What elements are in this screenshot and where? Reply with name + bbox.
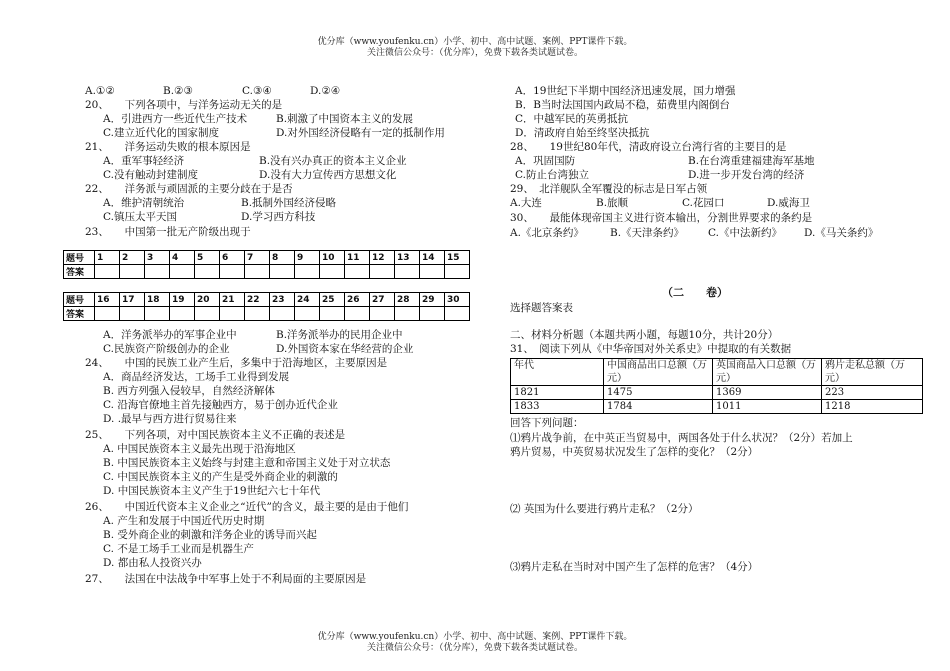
trade-cell: 223 — [822, 386, 923, 400]
grid-number-cell: 22 — [245, 293, 270, 307]
q31-stem: 31、 阅读下列从《中华帝国对外关系史》中提取的有关数据 — [510, 343, 792, 355]
grid-number-cell: 29 — [420, 293, 445, 307]
trade-row — [511, 386, 923, 400]
grid-answer-cell[interactable] — [370, 307, 395, 321]
grid-answer-cell[interactable] — [445, 265, 470, 279]
q28-option-d: D.进一步开发台湾的经济 — [688, 169, 805, 181]
q22-option-d: D.学习西方科技 — [241, 211, 316, 223]
q29-stem: 29、 北洋舰队全军覆没的标志是日军占领 — [510, 183, 708, 195]
grid-number-cell: 1 — [95, 251, 120, 265]
grid-number-cell: 19 — [170, 293, 195, 307]
answer-grid — [63, 250, 470, 321]
q28-option-b: B.在台湾重建福建海军基地 — [688, 155, 815, 167]
trade-cell: 1011 — [713, 400, 822, 414]
q22-option-c: C.镇压太平天国 — [103, 211, 177, 223]
grid-number-cell: 12 — [370, 251, 395, 265]
grid-label-number: 题号 — [64, 251, 95, 265]
grid-answer-cell[interactable] — [395, 307, 420, 321]
q19-option-b: B.②③ — [163, 85, 193, 97]
grid-number-cell: 23 — [270, 293, 295, 307]
q21-option-b: B.没有兴办真正的资本主义企业 — [259, 155, 407, 167]
grid-answer-row-2 — [64, 307, 470, 321]
trade-header-cell: 英国商品入口总额（万元） — [713, 359, 822, 386]
q25-option-c: C. 中国民族资本主义的产生是受外商企业的刺激的 — [103, 471, 338, 483]
grid-answer-cell[interactable] — [395, 265, 420, 279]
answer-sheet-label: 选择题答案表 — [510, 302, 573, 314]
grid-number-row-2 — [64, 293, 470, 307]
q30-option-d: D.《马关条约》 — [804, 227, 879, 239]
q27-option-c: C．中越军民的英勇抵抗 — [515, 113, 629, 125]
trade-header-row — [511, 359, 923, 386]
q29-option-c: C.花园口 — [682, 197, 725, 209]
grid-number-cell: 3 — [145, 251, 170, 265]
grid-spacer — [64, 279, 470, 293]
grid-answer-cell[interactable] — [220, 307, 245, 321]
trade-cell: 1821 — [511, 386, 604, 400]
q20-option-c: C.建立近代化的国家制度 — [103, 127, 219, 139]
grid-label-answer: 答案 — [64, 307, 95, 321]
q26-stem: 26、 中国近代资本主义企业之“近代”的含义，最主要的是由于他们 — [85, 501, 409, 513]
q26-option-d: D. 都由私人投资兴办 — [103, 557, 202, 569]
grid-number-cell: 26 — [345, 293, 370, 307]
grid-answer-cell[interactable] — [370, 265, 395, 279]
grid-answer-cell[interactable] — [95, 307, 120, 321]
q27-option-b: B．B当时法国国内政局不稳，茹费里内阁倒台 — [515, 99, 730, 111]
trade-cell: 1784 — [604, 400, 713, 414]
grid-label-number: 题号 — [64, 293, 95, 307]
q20-option-d: D.对外国经济侵略有一定的抵制作用 — [276, 127, 445, 139]
q22-option-a: A．维护清朝统治 — [103, 197, 185, 209]
q26-option-a: A. 产生和发展于中国近代历史时期 — [103, 515, 265, 527]
trade-header-cell: 中国商品出口总额（万元） — [604, 359, 713, 386]
grid-answer-cell[interactable] — [345, 265, 370, 279]
q23-option-a: A．洋务派举办的军事企业中 — [103, 329, 237, 341]
grid-number-cell: 20 — [195, 293, 220, 307]
grid-number-cell: 16 — [95, 293, 120, 307]
q22-stem: 22、 洋务派与顽固派的主要分歧在于是否 — [85, 183, 293, 195]
header-line-2: 关注微信公众号：（优分库），免费下载各类试题试卷。 — [366, 48, 583, 58]
grid-number-cell: 2 — [120, 251, 145, 265]
q19-option-d: D.②④ — [310, 85, 341, 97]
trade-table — [510, 358, 923, 414]
grid-answer-cell[interactable] — [145, 307, 170, 321]
grid-number-cell: 27 — [370, 293, 395, 307]
q30-option-a: A.《北京条约》 — [510, 227, 584, 239]
sub-question-3: ⑶鸦片走私在当时对中国产生了怎样的危害？（4分） — [510, 561, 759, 573]
trade-cell: 1475 — [604, 386, 713, 400]
grid-answer-cell[interactable] — [420, 265, 445, 279]
grid-number-cell: 21 — [220, 293, 245, 307]
section2-title: （二 卷） — [662, 286, 728, 299]
q28-option-a: A．巩固国防 — [515, 155, 576, 167]
grid-answer-cell[interactable] — [445, 307, 470, 321]
trade-row — [511, 400, 923, 414]
q25-stem: 25、 下列各项，对中国民族资本主义不正确的表述是 — [85, 429, 346, 441]
grid-number-cell: 7 — [245, 251, 270, 265]
q22-option-b: B.抵制外国经济侵略 — [241, 197, 337, 209]
q25-option-a: A. 中国民族资本主义最先出现于沿海地区 — [103, 443, 296, 455]
grid-number-cell: 4 — [170, 251, 195, 265]
grid-number-cell: 10 — [320, 251, 345, 265]
sub-question-1-line-2: 鸦片贸易，中英贸易状况发生了怎样的变化？（2分） — [510, 446, 759, 458]
grid-answer-cell[interactable] — [245, 265, 270, 279]
trade-cell: 1218 — [822, 400, 923, 414]
grid-number-cell: 28 — [395, 293, 420, 307]
q23-stem: 23、 中国第一批无产阶级出现于 — [85, 226, 251, 238]
grid-number-cell: 8 — [270, 251, 295, 265]
q25-option-b: B. 中国民族资本主义始终与封建主意和帝国主义处于对立状态 — [103, 457, 391, 469]
footer-line-1: 优分库（www.youfenku.cn）小学、初中、高中试题、案例、PPT课件下载。 — [317, 632, 633, 642]
q27-option-d: D．清政府自始至终坚决抵抗 — [515, 127, 650, 139]
q21-option-d: D.没有大力宣传西方思想文化 — [259, 169, 397, 181]
grid-answer-cell[interactable] — [95, 265, 120, 279]
q27-stem: 27、 法国在中法战争中军事上处于不利局面的主要原因是 — [85, 573, 367, 585]
q30-option-b: B.《天津条约》 — [610, 227, 685, 239]
grid-answer-cell[interactable] — [345, 307, 370, 321]
grid-answer-row-1 — [64, 265, 470, 279]
grid-number-row-1 — [64, 251, 470, 265]
q20-option-b: B.刺激了中国资本主义的发展 — [276, 113, 414, 125]
grid-answer-cell[interactable] — [145, 265, 170, 279]
q30-stem: 30、 最能体现帝国主义进行资本输出，分割世界要求的条约是 — [510, 212, 813, 224]
grid-answer-cell[interactable] — [220, 265, 245, 279]
grid-number-cell: 5 — [195, 251, 220, 265]
grid-answer-cell[interactable] — [270, 307, 295, 321]
q28-stem: 28、 19世纪80年代，清政府设立台湾行省的主要目的是 — [510, 141, 787, 153]
grid-answer-cell[interactable] — [295, 307, 320, 321]
grid-answer-cell[interactable] — [170, 265, 195, 279]
grid-answer-cell[interactable] — [195, 265, 220, 279]
grid-number-cell: 6 — [220, 251, 245, 265]
grid-answer-cell[interactable] — [295, 265, 320, 279]
trade-cell: 1833 — [511, 400, 604, 414]
answer-prompt: 回答下列问题： — [510, 417, 584, 429]
header-line-1: 优分库（www.youfenku.cn）小学、初中、高中试题、案例、PPT课件下载。 — [317, 37, 633, 47]
sub-question-2: ⑵ 英国为什么要进行鸦片走私？（2分） — [510, 503, 699, 515]
q29-option-d: D.威海卫 — [767, 197, 810, 209]
grid-answer-cell[interactable] — [170, 307, 195, 321]
q23-option-b: B.洋务派举办的民用企业中 — [276, 329, 403, 341]
q28-option-c: C.防止台湾独立 — [515, 169, 589, 181]
q24-stem: 24、 中国的民族工业产生后，多集中于沿海地区，主要原因是 — [85, 357, 388, 369]
q26-option-b: B. 受外商企业的刺激和洋务企业的诱导而兴起 — [103, 529, 317, 541]
q26-option-c: C. 不是工场手工业而是机器生产 — [103, 543, 254, 555]
q21-option-c: C.没有触动封建制度 — [103, 169, 198, 181]
q24-option-d: D. .最早与西方进行贸易往来 — [103, 413, 237, 425]
grid-number-cell: 30 — [445, 293, 470, 307]
q30-option-c: C.《中法新约》 — [708, 227, 782, 239]
q23-option-c: C.民族资产阶级创办的企业 — [103, 343, 230, 355]
grid-answer-cell[interactable] — [245, 307, 270, 321]
q23-option-d: D.外国资本家在华经营的企业 — [276, 343, 414, 355]
grid-answer-cell[interactable] — [120, 265, 145, 279]
q29-option-a: A.大连 — [510, 197, 542, 209]
grid-answer-cell[interactable] — [320, 307, 345, 321]
grid-answer-cell[interactable] — [270, 265, 295, 279]
grid-number-cell: 17 — [120, 293, 145, 307]
q24-option-a: A．商品经济发达，工场手工业得到发展 — [103, 371, 290, 383]
q24-option-c: C. 沿海官僚地主首先接触西方，易于创办近代企业 — [103, 399, 338, 411]
grid-number-cell: 15 — [445, 251, 470, 265]
q29-option-b: B.旅顺 — [596, 197, 629, 209]
q25-option-d: D. 中国民族资本主义产生于19世纪六七十年代 — [103, 485, 321, 497]
q27-option-a: A．19世纪下半期中国经济迅速发展，国力增强 — [515, 85, 736, 97]
q21-option-a: A．重军事轻经济 — [103, 155, 185, 167]
part2-title: 二、材料分析题（本题共两小题，每题10分，共计20分） — [510, 329, 779, 341]
grid-number-cell: 11 — [345, 251, 370, 265]
footer-line-2: 关注微信公众号：（优分库），免费下载各类试题试卷。 — [366, 643, 583, 653]
sub-question-1-line-1: ⑴鸦片战争前，在中英正当贸易中，两国各处于什么状况？（2分）若加上 — [510, 432, 853, 444]
grid-number-cell: 9 — [295, 251, 320, 265]
grid-answer-cell[interactable] — [320, 265, 345, 279]
q20-stem: 20、 下列各项中，与洋务运动无关的是 — [85, 99, 283, 111]
q20-option-a: A．引进西方一些近代生产技术 — [103, 113, 248, 125]
trade-header-cell: 鸦片走私总额（万元） — [822, 359, 923, 386]
grid-number-cell: 13 — [395, 251, 420, 265]
q21-stem: 21、 洋务运动失败的根本原因是 — [85, 141, 251, 153]
grid-number-cell: 25 — [320, 293, 345, 307]
grid-answer-cell[interactable] — [120, 307, 145, 321]
q24-option-b: B. 西方列强入侵较早，自然经济解体 — [103, 385, 275, 397]
q19-option-c: C.③④ — [242, 85, 272, 97]
trade-cell: 1369 — [713, 386, 822, 400]
grid-label-answer: 答案 — [64, 265, 95, 279]
grid-number-cell: 14 — [420, 251, 445, 265]
grid-number-cell: 18 — [145, 293, 170, 307]
grid-spacer-cell — [64, 279, 470, 293]
grid-answer-cell[interactable] — [195, 307, 220, 321]
grid-answer-cell[interactable] — [420, 307, 445, 321]
grid-number-cell: 24 — [295, 293, 320, 307]
q19-option-a: A.①② — [85, 85, 115, 97]
trade-header-cell: 年代 — [511, 359, 604, 386]
